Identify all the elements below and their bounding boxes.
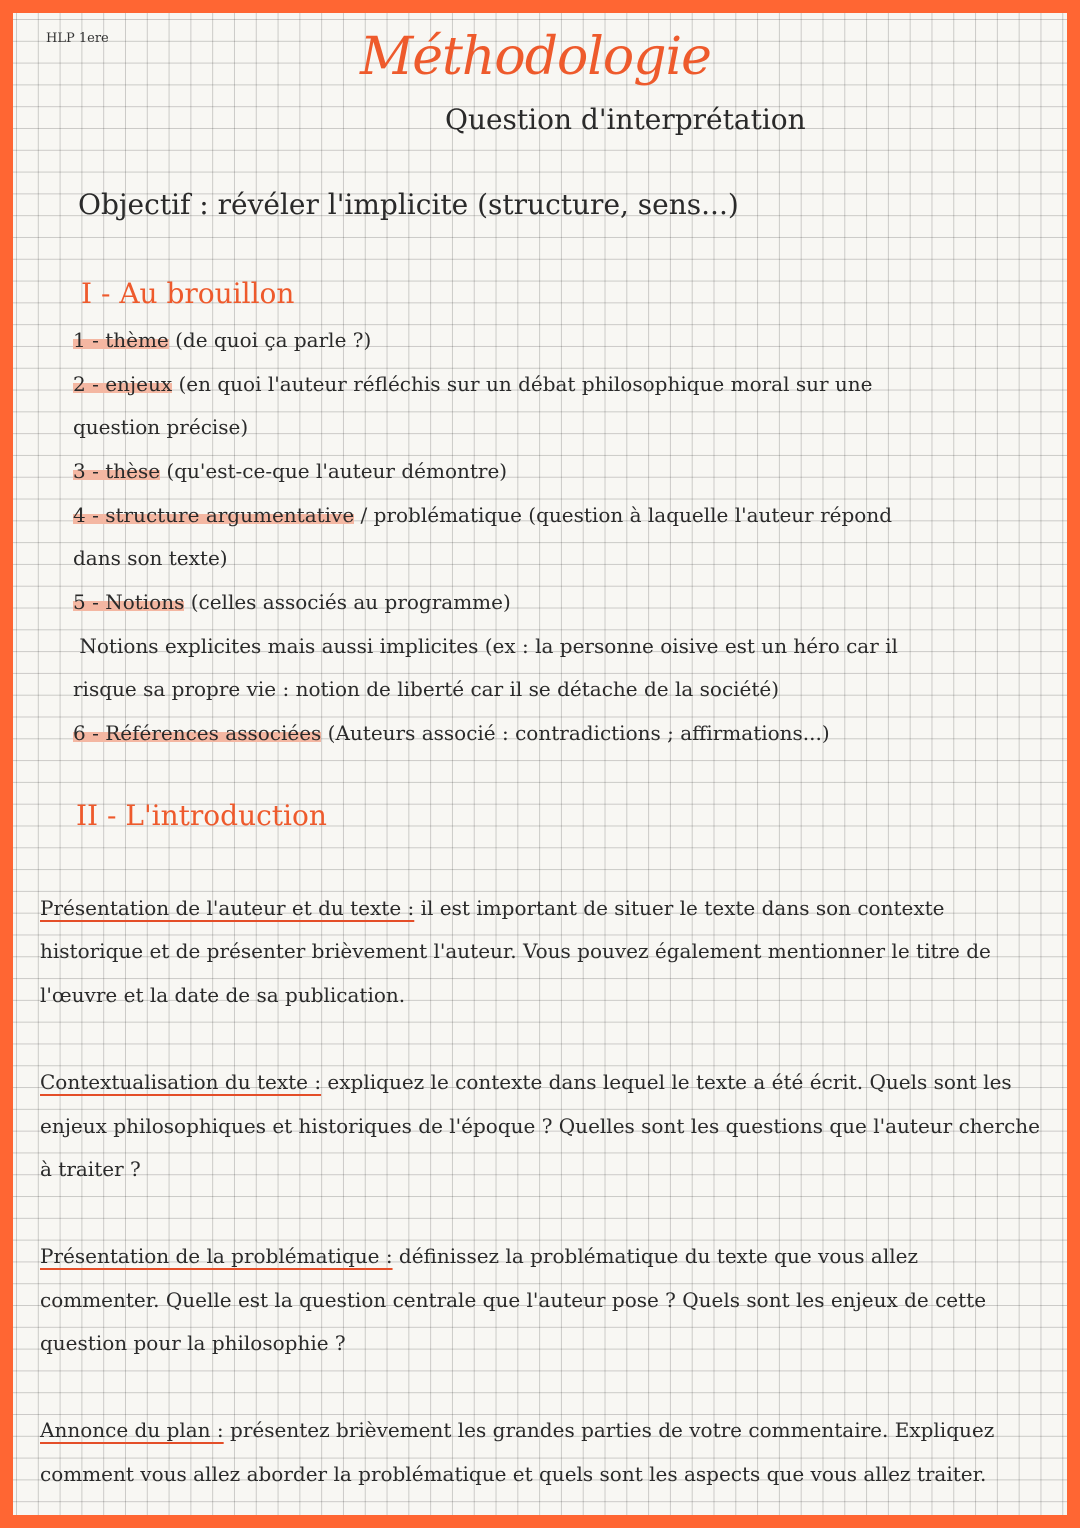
list-item-continuation: Notions explicites mais aussi implicites (ex : la personne oisive est un héro car il bbox=[73, 634, 898, 658]
list-item bbox=[73, 503, 892, 527]
paragraph-label: Contextualisation du texte : bbox=[40, 1070, 322, 1094]
paragraph-line bbox=[40, 896, 945, 920]
list-item-continuation: risque sa propre vie : notion de liberté car il se détache de la société) bbox=[73, 677, 780, 701]
item-text: (de quoi ça parle ?) bbox=[168, 328, 372, 352]
page-title: Méthodologie bbox=[360, 27, 711, 87]
list-item bbox=[73, 590, 511, 614]
paragraph-line: question pour la philosophie ? bbox=[40, 1331, 346, 1355]
item-text: / problématique (question à laquelle l'auteur répond bbox=[354, 503, 892, 527]
item-text: (en quoi l'auteur réfléchis sur un débat philosophique moral sur une bbox=[172, 372, 873, 396]
item-label: 4 - structure argumentative bbox=[73, 503, 355, 527]
paragraph-line bbox=[40, 1244, 918, 1268]
paragraph-text: il est important de situer le texte dans son contexte bbox=[414, 896, 945, 920]
paragraph-line: comment vous allez aborder la problématique et quels sont les aspects que vous allez traiter. bbox=[40, 1462, 987, 1486]
list-item bbox=[73, 459, 507, 483]
paragraph-line: l'œuvre et la date de sa publication. bbox=[40, 983, 406, 1007]
section1-heading: I - Au brouillon bbox=[81, 277, 295, 310]
list-item bbox=[73, 328, 371, 352]
list-item-continuation: dans son texte) bbox=[73, 546, 228, 570]
page-subtitle: Question d'interprétation bbox=[445, 103, 806, 136]
paragraph-line: à traiter ? bbox=[40, 1157, 141, 1181]
list-item-continuation: question précise) bbox=[73, 415, 249, 439]
item-label: 5 - Notions bbox=[73, 590, 185, 614]
class-label: HLP 1ere bbox=[46, 31, 109, 46]
objective: Objectif : révéler l'implicite (structure, sens...) bbox=[78, 188, 739, 221]
item-label: 2 - enjeux bbox=[73, 372, 173, 396]
paragraph-text: définissez la problématique du texte que vous allez bbox=[392, 1244, 918, 1268]
item-label: 3 - thèse bbox=[73, 459, 161, 483]
list-item bbox=[73, 721, 830, 745]
item-text: (Auteurs associé : contradictions ; affirmations...) bbox=[321, 721, 830, 745]
paragraph-line: enjeux philosophiques et historiques de l'époque ? Quelles sont les questions que l'auteur cherche bbox=[40, 1114, 1040, 1138]
paragraph-text: expliquez le contexte dans lequel le texte a été écrit. Quels sont les bbox=[321, 1070, 1012, 1094]
paragraph-line: commenter. Quelle est la question centrale que l'auteur pose ? Quels sont les enjeux de cette bbox=[40, 1288, 987, 1312]
notebook-page bbox=[13, 13, 1067, 1515]
item-text: (celles associés au programme) bbox=[184, 590, 511, 614]
paragraph-label: Présentation de l'auteur et du texte : bbox=[40, 896, 415, 920]
item-label: 1 - thème bbox=[73, 328, 169, 352]
list-item bbox=[73, 372, 873, 396]
paragraph-line bbox=[40, 1418, 994, 1442]
item-text: (qu'est-ce-que l'auteur démontre) bbox=[160, 459, 508, 483]
paragraph-text: présentez brièvement les grandes parties de votre commentaire. Expliquez bbox=[223, 1418, 995, 1442]
paragraph-line: historique et de présenter brièvement l'auteur. Vous pouvez également mentionner le titre de bbox=[40, 939, 991, 963]
item-label: 6 - Références associées bbox=[73, 721, 322, 745]
section2-heading: II - L'introduction bbox=[76, 799, 327, 832]
paragraph-line bbox=[40, 1070, 1012, 1094]
paragraph-label: Présentation de la problématique : bbox=[40, 1244, 393, 1268]
paragraph-label: Annonce du plan : bbox=[40, 1418, 224, 1442]
